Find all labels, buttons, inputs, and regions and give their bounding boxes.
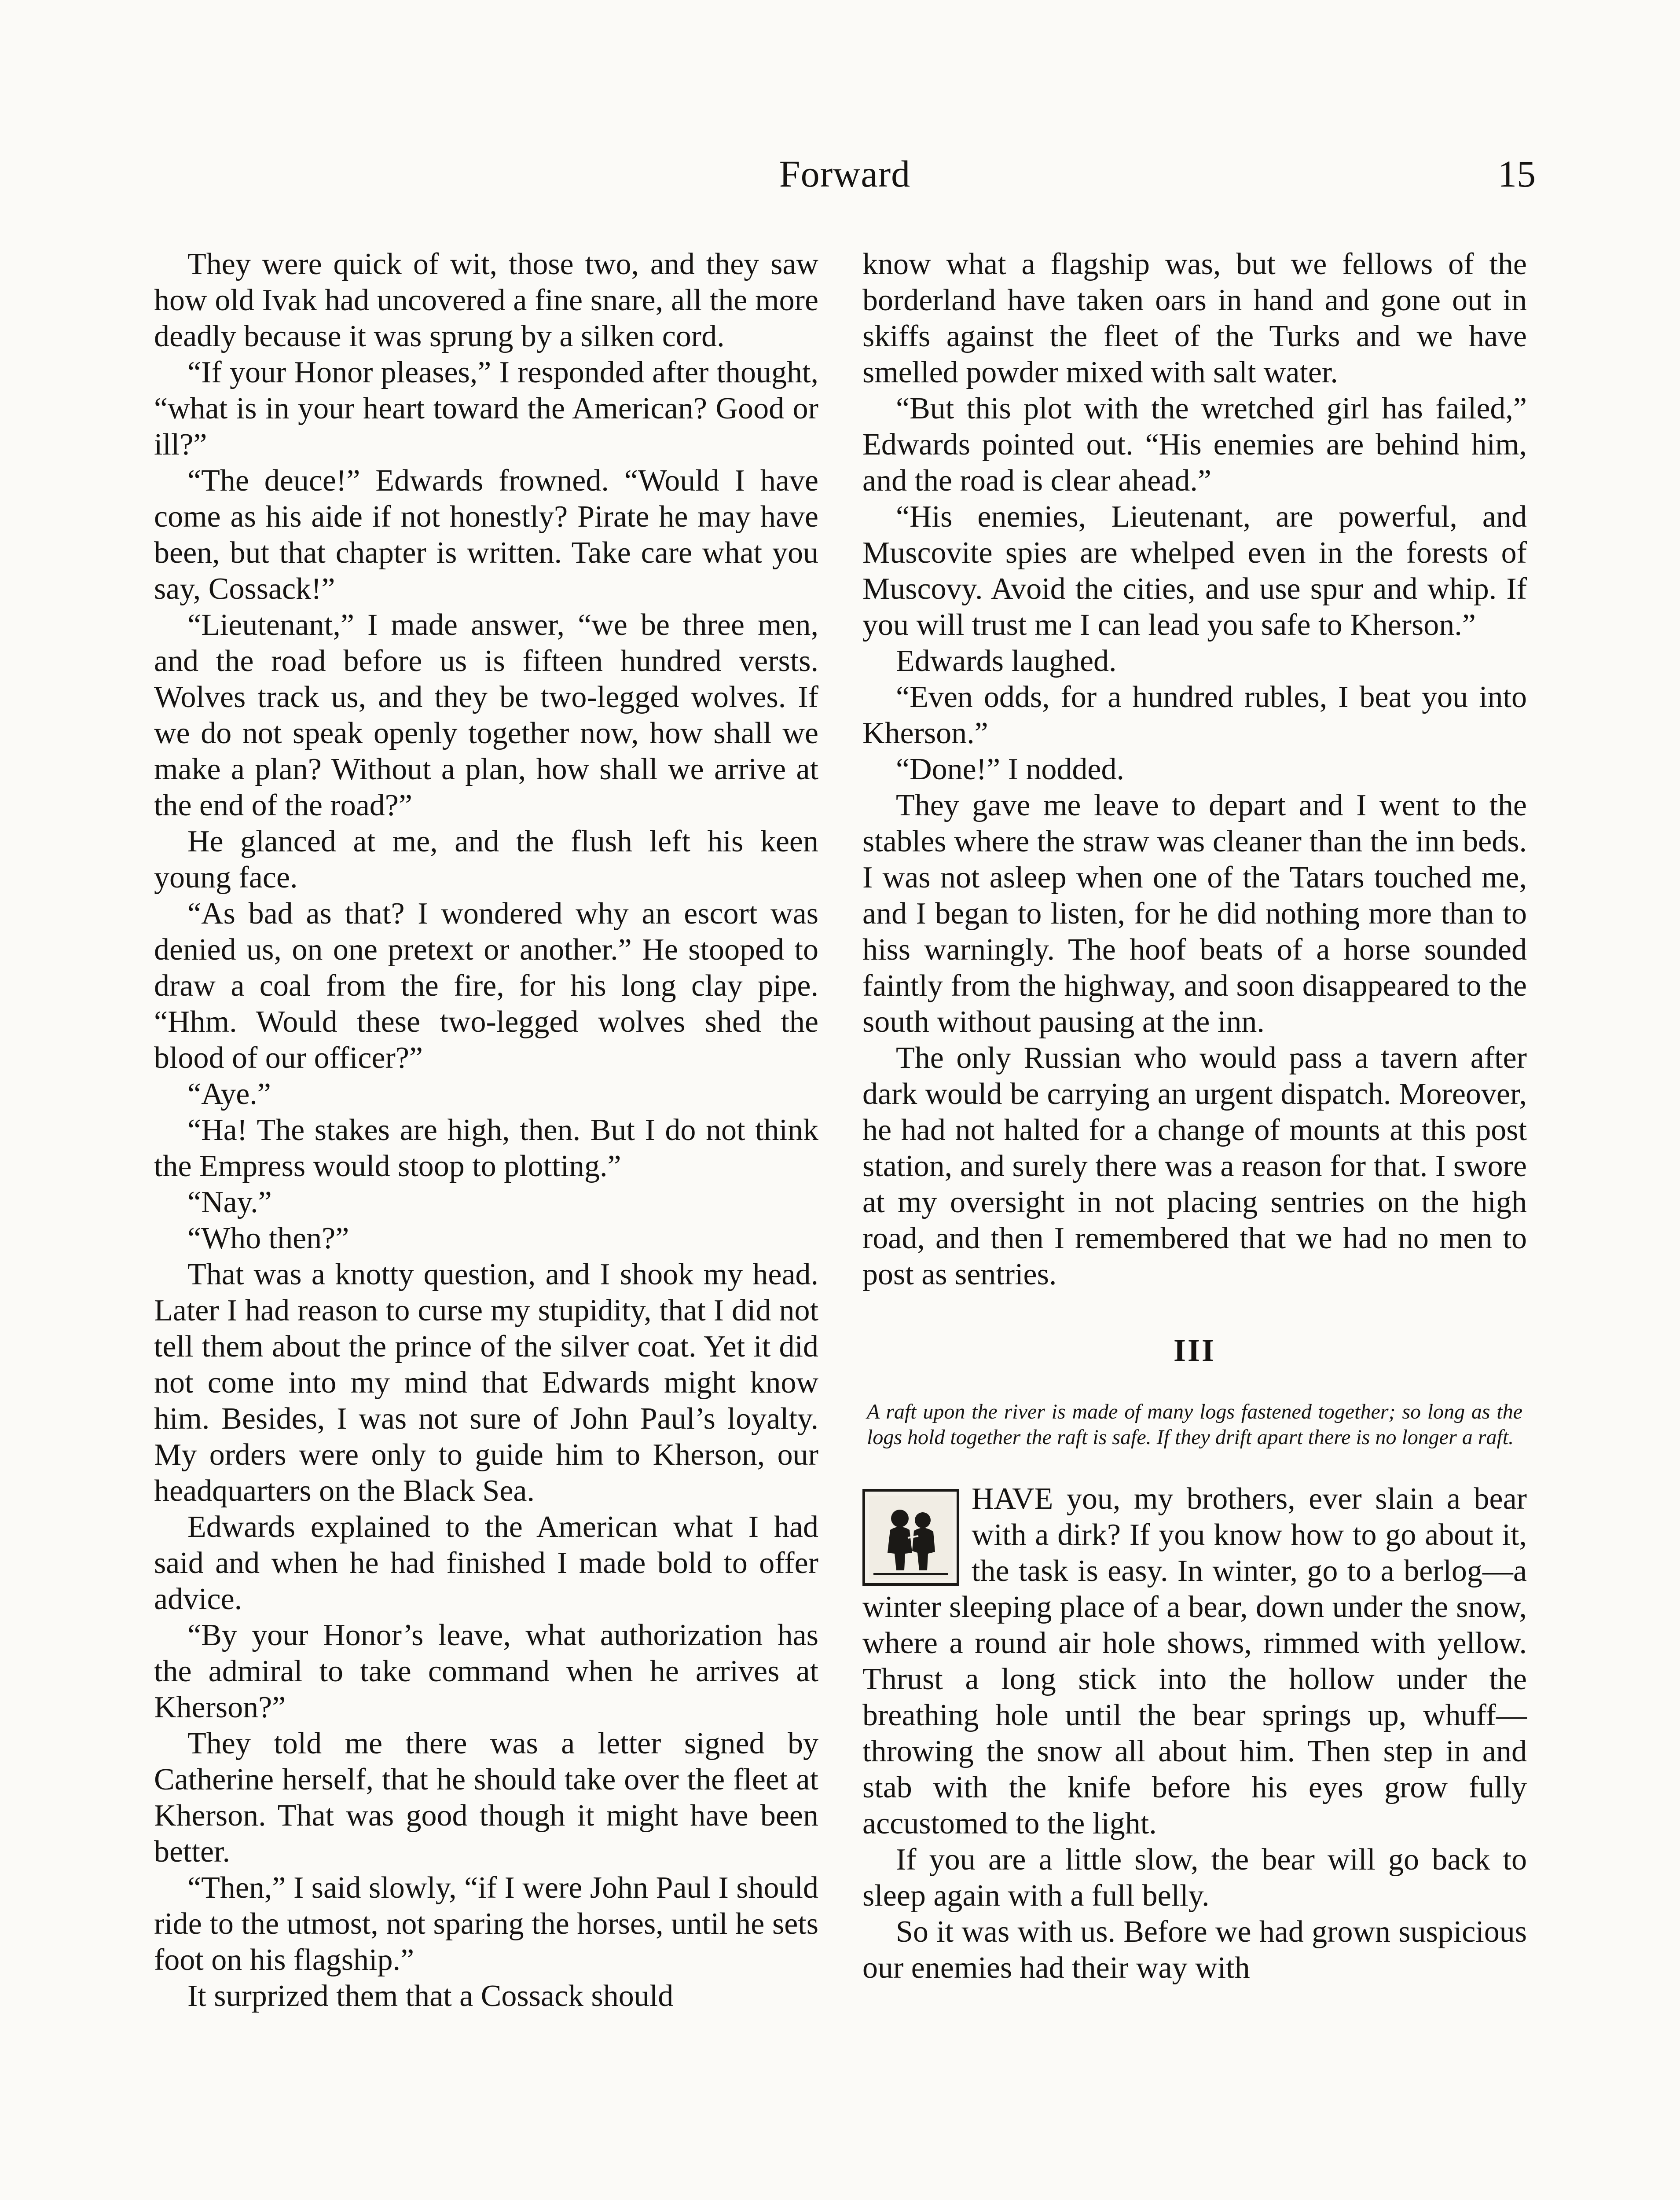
paragraph: “Done!” I nodded.: [896, 752, 1124, 786]
paragraph: “The deuce!” Edwards frowned. “Would I have come as his aide if not honestly? Pirate he may have been, but that chapter is written. Take care what you say, Cossack!”: [154, 464, 818, 606]
paragraph: “Ha! The stakes are high, then. But I do not think the Empress would stoop to plotting.”: [154, 1113, 818, 1183]
epigraph: A raft upon the river is made of many logs fastened together; so long as the logs hold together the raft is safe. If they drift apart there is no longer a raft.: [867, 1400, 1522, 1449]
paragraph: They told me there was a letter signed by Catherine herself, that he should take over the fleet at Kherson. That was good though it might have been better.: [154, 1727, 818, 1869]
paragraph: The only Russian who would pass a tavern after dark would be carrying an urgent dispatch. Moreover, he had not halted for a change of mounts at this post station, and surely there was a reason for that. I swore at my oversight in not placing sentries on the high road, and then I remembered that we had no men to post as sentries.: [862, 1041, 1527, 1291]
paragraph: Edwards explained to the American what I had said and when he had finished I made bold to offer advice.: [154, 1510, 818, 1616]
dropcap-paragraph-text: you, my brothers, ever slain a bear with a dirk? If you know how to go about it, the task is easy. In winter, go to a berlog—a winter sleeping place of a bear, down under the snow, where a round air hole shows, rimmed with yellow. Thrust a long stick into the hollow under the breathing hole until the bear springs up, whuff—throwing the snow all about him. Then step in and stab with the knife before his eyes grow fully accustomed to the light.: [862, 1482, 1527, 1841]
paragraph: “As bad as that? I wondered why an escort was denied us, on one pretext or another.” He stooped to draw a coal from the fire, for his long clay pipe. “Hhm. Would these two-legged wolves shed the blood of our officer?”: [154, 897, 818, 1075]
section-heading: III: [1173, 1333, 1216, 1368]
paragraph: They gave me leave to depart and I went to the stables where the straw was cleaner than the inn beds. I was not asleep when one of the Tatars touched me, and I began to listen, for he did nothing more than to hiss warningly. The hoof beats of a horse sounded faintly from the highway, and soon disappeared to the south without pausing at the inn.: [862, 788, 1527, 1039]
bear-hunter-illustration-icon: [862, 1489, 959, 1586]
paragraph: He glanced at me, and the flush left his keen young face.: [154, 825, 818, 895]
paragraph: “His enemies, Lieutenant, are powerful, and Muscovite spies are whelped even in the forests of Muscovy. Avoid the cities, and use spur and whip. If you will trust me I can lead you safe to Kherson.”: [862, 500, 1527, 642]
paragraph: “Nay.”: [187, 1185, 272, 1219]
paragraph: “Lieutenant,” I made answer, “we be three men, and the road before us is fifteen hundred versts. Wolves track us, and they be two-legged wolves. If we do not speak openly together now, how shall we make a plan? Without a plan, how shall we arrive at the end of the road?”: [154, 608, 818, 822]
page-number: 15: [1498, 153, 1536, 195]
paragraph: “But this plot with the wretched girl has failed,” Edwards pointed out. “His enemies are behind him, and the road is clear ahead.”: [862, 392, 1527, 498]
paragraph: Edwards laughed.: [896, 644, 1117, 678]
left-column: [154, 246, 818, 2014]
paragraph: It surprized them that a Cossack should: [187, 1979, 674, 2013]
paragraph: “If your Honor pleases,” I responded after thought, “what is in your heart toward the American? Good or ill?”: [154, 356, 818, 462]
paragraph: So it was with us. Before we had grown suspicious our enemies had their way with: [862, 1915, 1527, 1985]
paragraph: “Even odds, for a hundred rubles, I beat you into Kherson.”: [862, 680, 1527, 750]
dropcap-first-word: HAVE: [972, 1482, 1053, 1516]
dropcap-paragraph: [862, 1481, 1527, 1842]
paragraph-continuation: know what a flagship was, but we fellows of the borderland have taken oars in hand and gone out in skiffs against the fleet of the Turks and we have smelled powder mixed with salt water.: [862, 247, 1527, 389]
paragraph: If you are a little slow, the bear will go back to sleep again with a full belly.: [862, 1843, 1527, 1913]
paragraph: They were quick of wit, those two, and they saw how old Ivak had uncovered a fine snare, all the more deadly because it was sprung by a silken cord.: [154, 247, 818, 353]
paragraph: “By your Honor’s leave, what authorization has the admiral to take command when he arrives at Kherson?”: [154, 1618, 818, 1724]
running-head: [154, 152, 1536, 200]
running-title: Forward: [779, 153, 911, 195]
paragraph: That was a knotty question, and I shook my head. Later I had reason to curse my stupidity, that I did not tell them about the prince of the silver coat. Yet it did not come into my mind that Edwards might know him. Besides, I was not sure of John Paul’s loyalty. My orders were only to guide him to Kherson, our headquarters on the Black Sea.: [154, 1258, 818, 1508]
paragraph: “Aye.”: [187, 1077, 271, 1111]
paragraph: “Then,” I said slowly, “if I were John Paul I should ride to the utmost, not sparing the horses, until he sets foot on his flagship.”: [154, 1871, 819, 1977]
right-column: [862, 246, 1527, 1986]
paragraph: “Who then?”: [187, 1221, 349, 1255]
